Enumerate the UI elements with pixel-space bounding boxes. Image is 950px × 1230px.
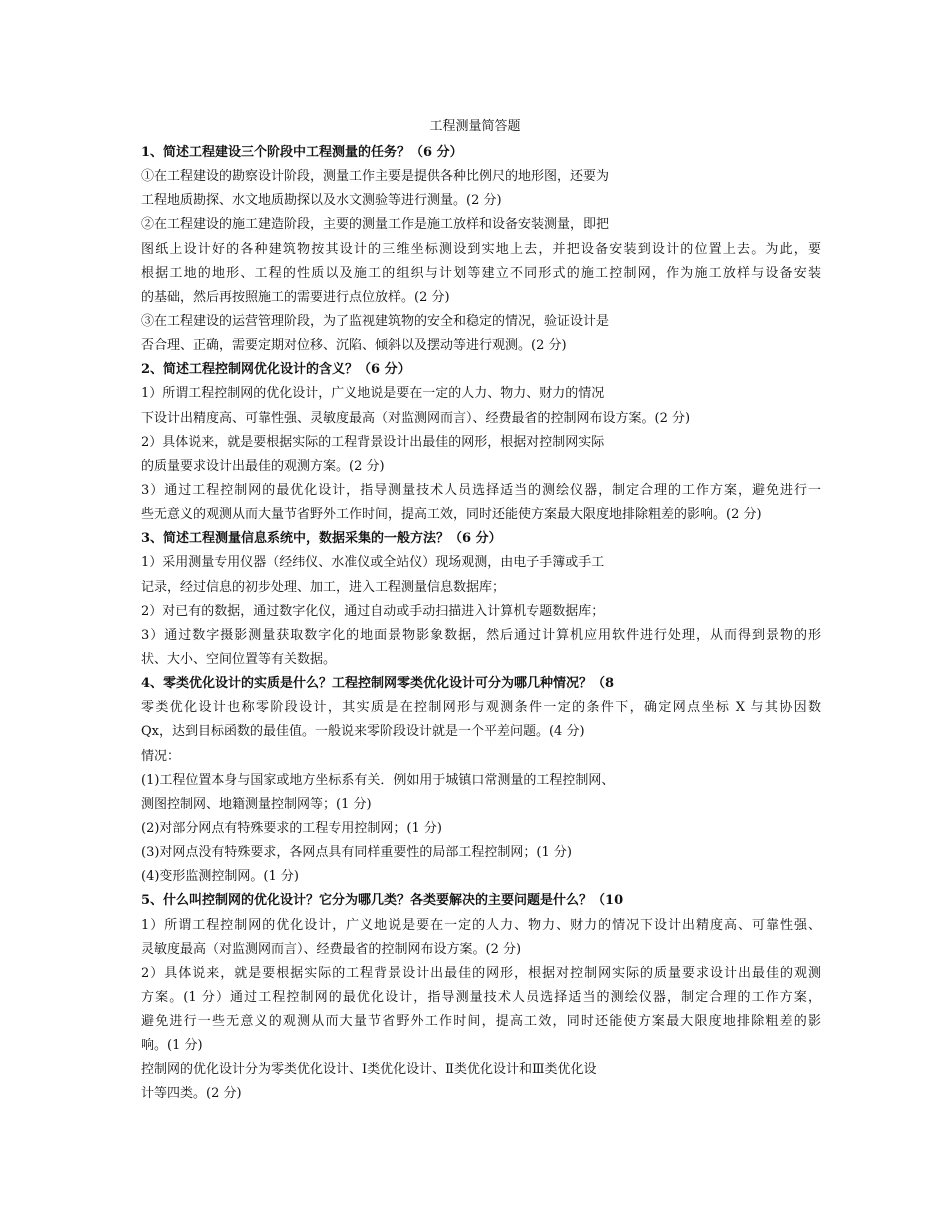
document-body xyxy=(141,141,821,1107)
text-line: 零类优化设计也称零阶段设计，其实质是在控制网形与观测条件一定的条件下，确定网点坐标 X 与其协因数 xyxy=(141,700,821,716)
text-line: 计等四类。(2 分) xyxy=(141,1086,242,1102)
text-line: ②在工程建设的施工建造阶段，主要的测量工作是施工放样和设备安装测量，即把 xyxy=(141,217,610,233)
text-line: 些无意义的观测从而大量节省野外工作时间，提高工效，同时还能使方案最大限度地排除粗差的影响。(2 分) xyxy=(141,507,762,523)
text-line: ③在工程建设的运营管理阶段，为了监视建筑物的安全和稳定的情况，验证设计是 xyxy=(141,313,610,329)
question-heading: 2、简述工程控制网优化设计的含义？（6 分） xyxy=(141,362,411,378)
text-line: 的质量要求设计出最佳的观测方案。(2 分) xyxy=(141,458,385,474)
text-line: 2）对已有的数据，通过数字化仪，通过自动或手动扫描进入计算机专题数据库； xyxy=(141,603,605,619)
text-line: 记录，经过信息的初步处理、加工，进入工程测量信息数据库； xyxy=(141,579,506,595)
text-line: 1）所谓工程控制网的优化设计，广义地说是要在一定的人力、物力、财力的情况 xyxy=(141,386,605,402)
text-line: 避免进行一些无意义的观测从而大量节省野外工作时间，提高工效，同时还能使方案最大限度地排除粗差的影 xyxy=(141,1014,821,1030)
question-heading: 5、什么叫控制网的优化设计？它分为哪几类？各类要解决的主要问题是什么？（10 xyxy=(141,893,624,909)
text-line: 响。(1 分) xyxy=(141,1038,203,1054)
text-line: 的基础，然后再按照施工的需要进行点位放样。(2 分) xyxy=(141,289,450,305)
text-line: 根据工地的地形、工程的性质以及施工的组织与计划等建立不同形式的施工控制网，作为施工放样与设备安装 xyxy=(141,265,821,281)
document-title: 工程测量简答题 xyxy=(429,119,521,134)
text-line: (2)对部分网点有特殊要求的工程专用控制网；(1 分) xyxy=(141,820,442,836)
text-line: ①在工程建设的勘察设计阶段，测量工作主要是提供各种比例尺的地形图，还要为 xyxy=(141,169,610,185)
text-line: 灵敏度最高（对监测网而言）、经费最省的控制网布设方案。(2 分) xyxy=(141,941,522,957)
text-line: 1）所谓工程控制网的优化设计，广义地说是要在一定的人力、物力、财力的情况下设计出精度高、可靠性强、 xyxy=(141,917,821,933)
text-line: 下设计出精度高、可靠性强、灵敏度最高（对监测网而言）、经费最省的控制网布设方案。(2 分) xyxy=(141,410,691,426)
text-line: 2）具体说来，就是要根据实际的工程背景设计出最佳的网形，根据对控制网实际 xyxy=(141,434,605,450)
question-heading: 3、简述工程测量信息系统中，数据采集的一般方法？（6 分） xyxy=(141,531,502,547)
text-line: Qx，达到目标函数的最佳值。一般说来零阶段设计就是一个平差问题。(4 分) xyxy=(141,724,585,740)
text-line: 状、大小、空间位置等有关数据。 xyxy=(141,651,337,667)
text-line: 3）通过工程控制网的最优化设计，指导测量技术人员选择适当的测绘仪器，制定合理的工作方案，避免进行一 xyxy=(141,482,821,498)
text-line: 图纸上设计好的各种建筑物按其设计的三维坐标测设到实地上去，并把设备安装到设计的位置上去。为此，要 xyxy=(141,241,821,257)
text-line: 测图控制网、地籍测量控制网等；(1 分) xyxy=(141,796,372,812)
text-line: 1）采用测量专用仪器（经纬仪、水准仪或全站仪）现场观测，由电子手簿或手工 xyxy=(141,555,605,571)
text-line: 工程地质勘探、水文地质勘探以及水文测验等进行测量。(2 分) xyxy=(141,193,502,209)
text-line: 控制网的优化设计分为零类优化设计、Ⅰ类优化设计、Ⅱ类优化设计和Ⅲ类优化设 xyxy=(141,1062,597,1078)
text-line: 2）具体说来，就是要根据实际的工程背景设计出最佳的网形，根据对控制网实际的质量要求设计出最佳的观测 xyxy=(141,965,821,981)
text-line: (4)变形监测控制网。(1 分) xyxy=(141,869,299,885)
text-line: (3)对网点没有特殊要求，各网点具有同样重要性的局部工程控制网；(1 分) xyxy=(141,845,572,861)
text-line: 3）通过数字摄影测量获取数字化的地面景物影象数据，然后通过计算机应用软件进行处理，从而得到景物的形 xyxy=(141,627,821,643)
text-line: (1)工程位置本身与国家或地方坐标系有关．例如用于城镇口常测量的工程控制网、 xyxy=(141,772,615,788)
question-heading: 1、简述工程建设三个阶段中工程测量的任务？（6 分） xyxy=(141,145,463,160)
text-line: 情况： xyxy=(141,748,181,764)
question-heading: 4、零类优化设计的实质是什么？工程控制网零类优化设计可分为哪几种情况？（8 xyxy=(141,676,615,692)
text-line: 否合理、正确，需要定期对位移、沉陷、倾斜以及摆动等进行观测。(2 分) xyxy=(141,338,567,354)
text-line: 方案。(1 分）通过工程控制网的最优化设计，指导测量技术人员选择适当的测绘仪器，制定合理的工作方案， xyxy=(141,989,821,1005)
